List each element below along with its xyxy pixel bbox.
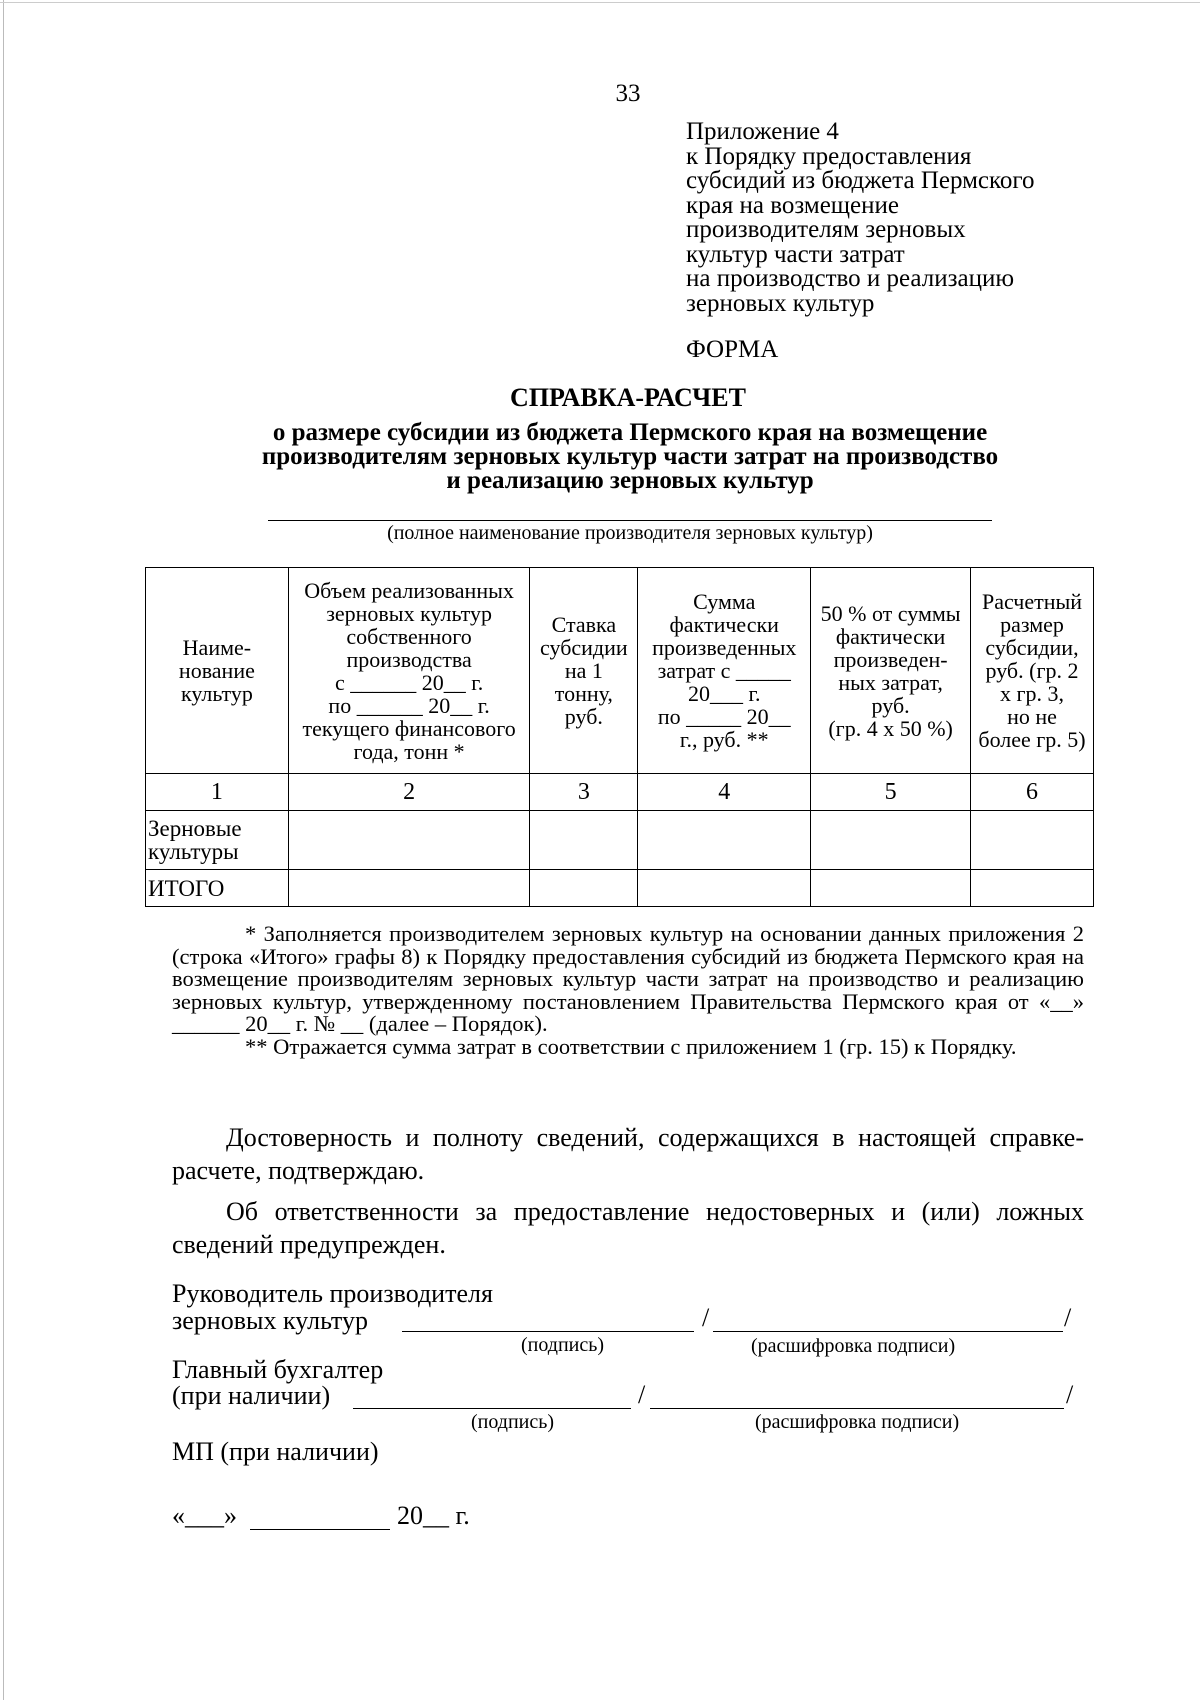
date-day: «___» bbox=[172, 1501, 237, 1530]
footnote-1: * Заполняется производителем зерновых культур на основании данных приложения 2 (строка «Итого» графы 8) к Порядку предоставления субсидий из бюджета Пермского края на возмещение производителям зерновых культур части затрат на производство и реализацию зерновых культур, утвержденному постановлением Правительства Пермского края от «__» ______ 20__ г. № __ (далее – Порядок). bbox=[172, 921, 1084, 1036]
row-label-grain: Зерновые культуры bbox=[146, 811, 289, 870]
table-row bbox=[146, 870, 1094, 907]
header-volume: Объем реализованных зерновых культур собственного производства с ______ 20__ г. по ______ 20__ г. текущего финансового года, тонн * bbox=[288, 568, 530, 774]
header-half-costs: 50 % от суммы фактически произведен- ных затрат, руб. (гр. 4 х 50 %) bbox=[811, 568, 971, 774]
column-number: 1 bbox=[146, 774, 289, 811]
head-decoding-line[interactable] bbox=[713, 1331, 1063, 1332]
document-title: СПРАВКА-РАСЧЕТ bbox=[510, 383, 746, 412]
column-number: 5 bbox=[811, 774, 971, 811]
signature-caption: (подпись) bbox=[521, 1334, 605, 1356]
table-cell-input[interactable] bbox=[811, 811, 971, 870]
document-subtitle: о размере субсидии из бюджета Пермского края на возмещение производителям зерновых культур части затрат на производство и реализацию зерновых культур bbox=[261, 419, 999, 494]
date-year: 20__ г. bbox=[397, 1501, 470, 1530]
warning-paragraph bbox=[172, 1195, 1084, 1261]
decoding-caption: (расшифровка подписи) bbox=[751, 1335, 956, 1357]
appendix-reference: Приложение 4 к Порядку предоставления субсидий из бюджета Пермского края на возмещение производителям зерновых культур части затрат на производство и реализацию зерновых культур bbox=[686, 118, 1035, 317]
decoding-caption: (расшифровка подписи) bbox=[755, 1411, 960, 1433]
page-edge-top bbox=[0, 2, 1200, 3]
head-signature-line[interactable] bbox=[402, 1331, 694, 1332]
header-rate: Ставка субсидии на 1 тонну, руб. bbox=[530, 568, 638, 774]
slash: / bbox=[638, 1380, 646, 1409]
table-cell-input[interactable] bbox=[638, 811, 811, 870]
footnote-2: ** Отражается сумма затрат в соответствии с приложением 1 (гр. 15) к Порядку. bbox=[245, 1033, 1017, 1059]
accountant-title-line1: Главный бухгалтер bbox=[172, 1355, 384, 1384]
slash: / bbox=[702, 1303, 710, 1332]
accountant-title-line2: (при наличии) bbox=[172, 1381, 331, 1410]
column-number: 3 bbox=[530, 774, 638, 811]
producer-name-caption: (полное наименование производителя зерновых культур) bbox=[387, 522, 873, 544]
accountant-signature-line[interactable] bbox=[353, 1408, 631, 1409]
slash: / bbox=[1066, 1380, 1074, 1409]
stamp-label: МП (при наличии) bbox=[172, 1437, 379, 1466]
column-number: 4 bbox=[638, 774, 811, 811]
table-cell-input[interactable] bbox=[530, 870, 638, 907]
calculation-table bbox=[145, 567, 1094, 907]
column-number: 6 bbox=[971, 774, 1094, 811]
confirmation-paragraph bbox=[172, 1121, 1084, 1187]
table-cell-input[interactable] bbox=[971, 870, 1094, 907]
accountant-decoding-line[interactable] bbox=[650, 1408, 1064, 1409]
header-crop-name: Наиме- нование культур bbox=[146, 568, 289, 774]
form-label: ФОРМА bbox=[686, 336, 779, 363]
table-cell-input[interactable] bbox=[638, 870, 811, 907]
signature-caption: (подпись) bbox=[471, 1411, 555, 1433]
table-cell-input[interactable] bbox=[971, 811, 1094, 870]
page-number: 33 bbox=[615, 80, 641, 107]
header-costs: Сумма фактически произведенных затрат с _____ 20___ г. по _____ 20__ г., руб. ** bbox=[638, 568, 811, 774]
header-subsidy: Расчетный размер субсидии, руб. (гр. 2 х гр. 3, но не более гр. 5) bbox=[971, 568, 1094, 774]
head-title-line2: зерновых культур bbox=[172, 1306, 368, 1335]
table-cell-input[interactable] bbox=[288, 870, 530, 907]
head-title-line1: Руководитель производителя bbox=[172, 1279, 493, 1308]
column-number-row bbox=[146, 774, 1094, 811]
footnotes bbox=[172, 923, 1084, 1058]
confirmation-text: Достоверность и полноту сведений, содержащихся в настоящей справке-расчете, подтверждаю. bbox=[172, 1123, 1084, 1185]
table-cell-input[interactable] bbox=[811, 870, 971, 907]
table-header-row bbox=[146, 568, 1094, 774]
table-row bbox=[146, 811, 1094, 870]
table-cell-input[interactable] bbox=[288, 811, 530, 870]
row-label-total: ИТОГО bbox=[146, 870, 289, 907]
producer-name-line[interactable] bbox=[268, 520, 992, 521]
page-edge-left bbox=[3, 0, 4, 1700]
warning-text: Об ответственности за предоставление недостоверных и (или) ложных сведений предупрежден. bbox=[172, 1197, 1084, 1259]
table-cell-input[interactable] bbox=[530, 811, 638, 870]
column-number: 2 bbox=[288, 774, 530, 811]
slash: / bbox=[1064, 1303, 1072, 1332]
date-month-line[interactable] bbox=[250, 1529, 390, 1530]
